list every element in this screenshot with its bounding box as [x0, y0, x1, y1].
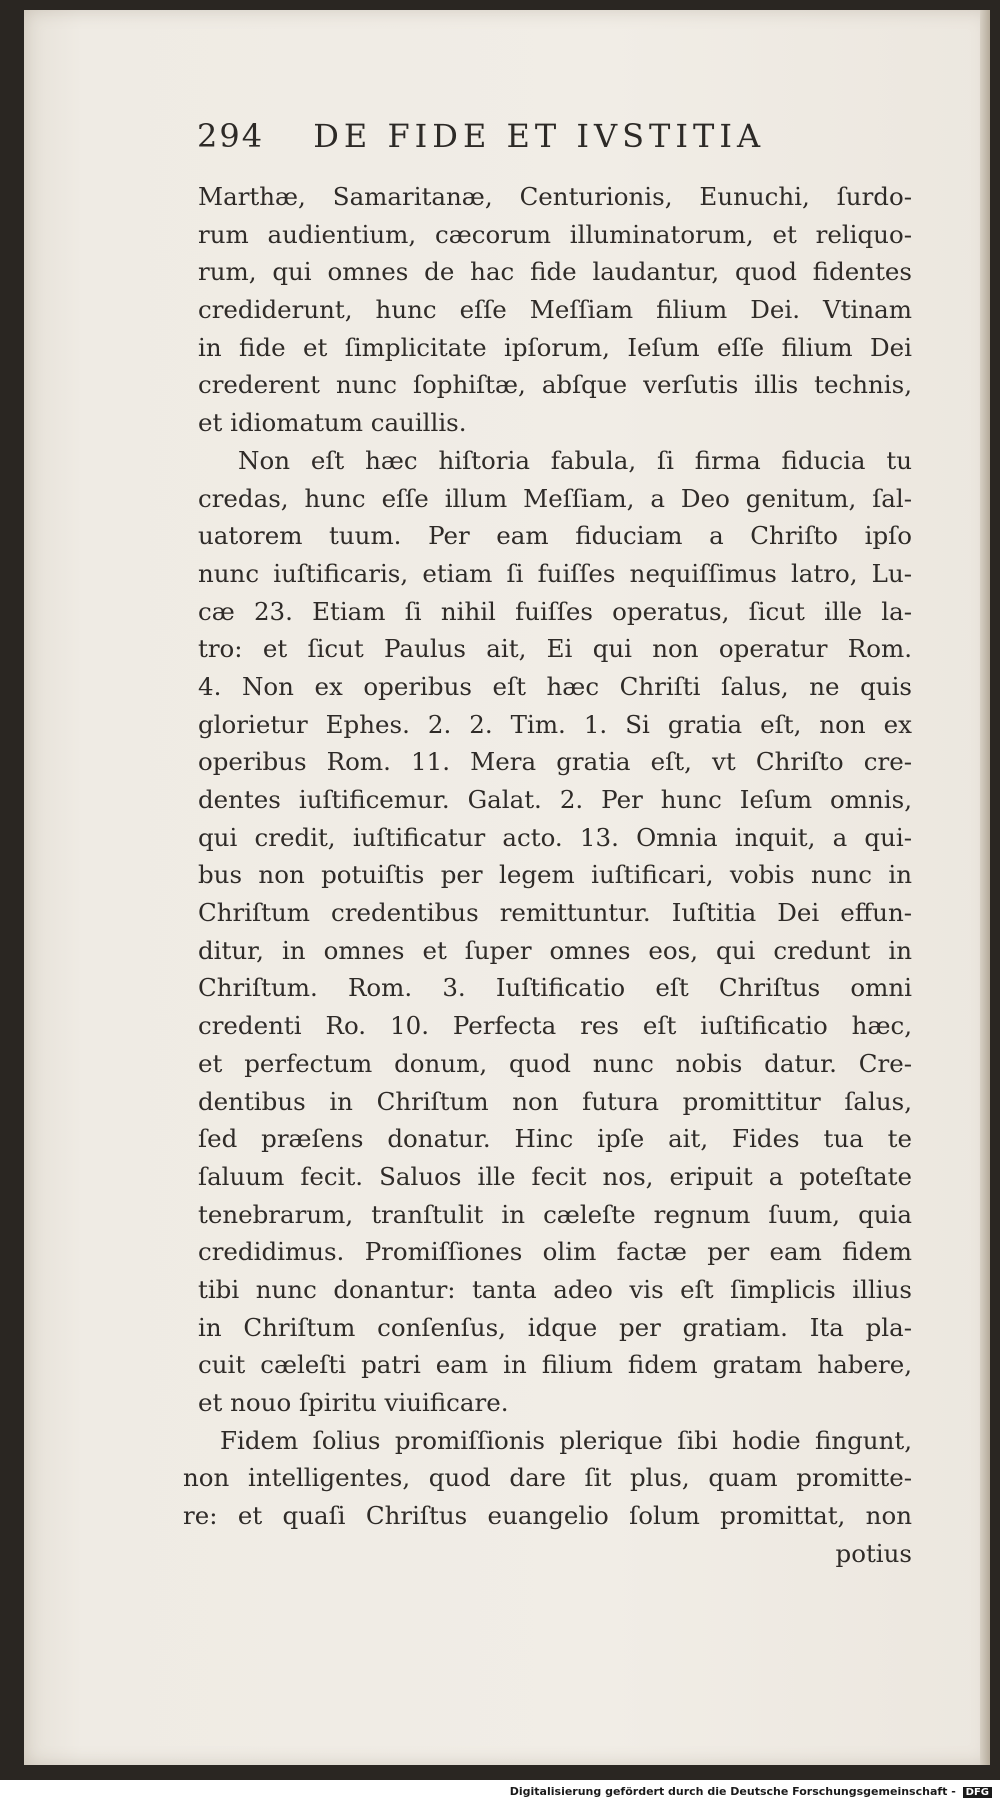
text-line: ſed præſens donatur. Hinc ipſe ait, Fides tua te: [198, 1124, 912, 1154]
text-line: rum, qui omnes de hac fide laudantur, quod fidentes: [198, 257, 912, 287]
paragraph-start-line: Fidem ſolius promiſſionis plerique ſibi hodie fingunt,: [220, 1425, 912, 1455]
text-line: crediderunt, hunc eſſe Meſſiam filium Dei. Vtinam: [198, 295, 912, 325]
text-line: credas, hunc eſſe illum Meſſiam, a Deo genitum, ſal-: [198, 483, 912, 513]
dfg-logo: DFG: [963, 1787, 992, 1798]
text-line: in Chriſtum conſenſus, idque per gratiam. Ita pla-: [198, 1312, 912, 1342]
text-line: operibus Rom. 11. Mera gratia eſt, vt Chriſto cre-: [198, 747, 912, 777]
text-line: ſaluum fecit. Saluos ille fecit nos, eripuit a poteſtate: [198, 1161, 912, 1191]
text-line: non intelligentes, quod dare ſit plus, quam promitte-: [183, 1463, 912, 1493]
running-title: DE FIDE ET IVSTITIA: [313, 117, 766, 155]
text-line: tro: et ſicut Paulus ait, Ei qui non operatur Rom.: [198, 634, 912, 664]
text-line: nunc iuſtificaris, etiam ſi fuiſſes nequiſſimus latro, Lu-: [198, 558, 912, 588]
page-edge: [980, 10, 990, 1765]
text-line: dentibus in Chriſtum non futura promittitur ſalus,: [198, 1086, 912, 1116]
paragraph-start-line: Non eſt hæc hiſtoria fabula, ſi firma fiducia tu: [238, 445, 912, 475]
text-line: tenebrarum, tranſtulit in cæleſte regnum ſuum, quia: [198, 1199, 912, 1229]
text-line: et perfectum donum, quod nunc nobis datur. Cre-: [198, 1048, 912, 1078]
page-number: 294: [197, 117, 265, 155]
text-line: et idiomatum cauillis.: [198, 408, 467, 438]
text-line: rum audientium, cæcorum illuminatorum, et reliquo-: [198, 219, 912, 249]
text-line: Marthæ, Samaritanæ, Centurionis, Eunuchi, ſurdo-: [198, 182, 912, 211]
text-line: et nouo ſpiritu viuificare.: [198, 1388, 509, 1417]
text-line: crederent nunc ſophiſtæ, abſque verſutis illis technis,: [198, 370, 912, 400]
text-line: glorietur Ephes. 2. 2. Tim. 1. Si gratia eſt, non ex: [198, 709, 912, 739]
body-text: [183, 178, 912, 1572]
text-line: tibi nunc donantur: tanta adeo vis eſt ſimplicis illius: [198, 1274, 912, 1304]
text-line: in fide et ſimplicitate ipſorum, Ieſum eſſe filium Dei: [198, 332, 912, 362]
text-line: Chriſtum credentibus remittuntur. Iuſtitia Dei effun-: [198, 898, 912, 928]
running-head: [197, 117, 817, 155]
text-line: ditur, in omnes et ſuper omnes eos, qui credunt in: [198, 935, 912, 965]
text-line: qui credit, iuſtificatur acto. 13. Omnia inquit, a qui-: [198, 822, 912, 852]
text-line: Chriſtum. Rom. 3. Iuſtificatio eſt Chriſtus omni: [198, 973, 912, 1003]
text-line: cuit cæleſti patri eam in filium fidem gratam habere,: [198, 1350, 912, 1380]
catchword: potius: [835, 1538, 912, 1568]
text-line: re: et quaſi Chriſtus euangelio ſolum promittat, non: [183, 1501, 912, 1531]
text-line: uatorem tuum. Per eam fiduciam a Chriſto ipſo: [198, 521, 912, 551]
text-line: 4. Non ex operibus eſt hæc Chriſti ſalus, ne quis: [198, 671, 912, 701]
text-line: cæ 23. Etiam ſi nihil fuiſſes operatus, ſicut ille la-: [198, 596, 912, 626]
text-line: dentes iuſtificemur. Galat. 2. Per hunc Ieſum omnis,: [198, 785, 912, 814]
text-line: credenti Ro. 10. Perfecta res eſt iuſtificatio hæc,: [198, 1011, 912, 1041]
text-line: bus non potuiſtis per legem iuſtificari, vobis nunc in: [198, 860, 912, 890]
text-line: credidimus. Promiſſiones olim factæ per eam fidem: [198, 1237, 912, 1267]
digitization-credit: [510, 1785, 992, 1798]
credit-text: Digitalisierung gefördert durch die Deutsche Forschungsgemeinschaft -: [509, 1785, 956, 1798]
